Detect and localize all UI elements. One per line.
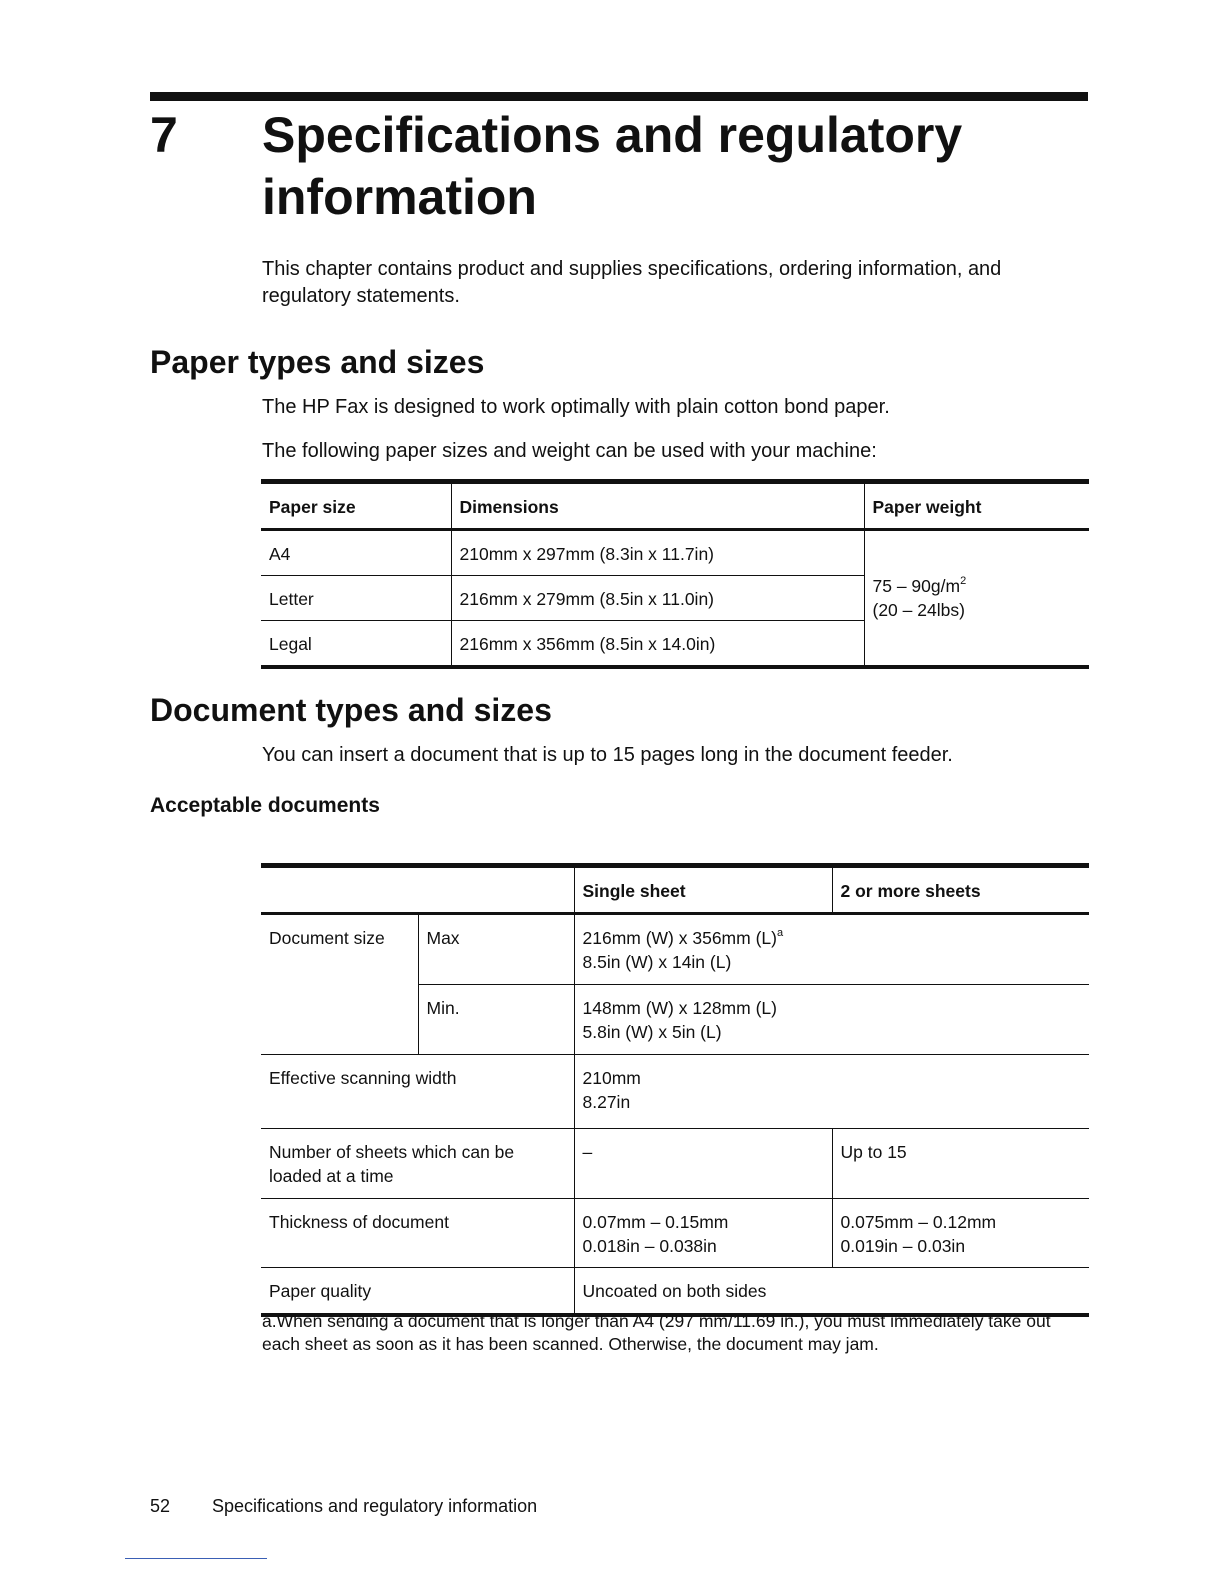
min-value bbox=[574, 985, 1089, 1055]
document-intro: You can insert a document that is up to 15 pages long in the document feeder. bbox=[262, 744, 953, 766]
document-size-label: Document size bbox=[261, 914, 418, 1055]
thickness-single-value bbox=[574, 1199, 832, 1268]
header-multiple-sheets: 2 or more sheets bbox=[832, 866, 1089, 914]
min-line-1: 148mm (W) x 128mm (L) bbox=[582, 998, 777, 1018]
paper-size-cell: Letter bbox=[261, 576, 451, 621]
footer-chapter-title: Specifications and regulatory information bbox=[212, 1496, 538, 1516]
width-line-1: 210mm bbox=[582, 1068, 641, 1088]
max-line-1: 216mm (W) x 356mm (L) bbox=[582, 928, 777, 948]
sheets-multi-value: Up to 15 bbox=[832, 1129, 1089, 1199]
header-dimensions: Dimensions bbox=[451, 482, 864, 530]
paper-intro-1: The HP Fax is designed to work optimally with plain cotton bond paper. bbox=[262, 396, 890, 418]
paper-section-title: Paper types and sizes bbox=[150, 344, 485, 380]
paper-intro-2: The following paper sizes and weight can be used with your machine: bbox=[262, 440, 877, 462]
footnote-marker: a bbox=[776, 927, 784, 939]
thickness-single-line-2: 0.018in – 0.038in bbox=[582, 1236, 717, 1256]
thickness-label: Thickness of document bbox=[261, 1199, 574, 1268]
weight-line-1: 75 – 90g/m bbox=[872, 576, 961, 596]
width-line-2: 8.27in bbox=[582, 1092, 631, 1112]
paper-quality-value: Uncoated on both sides bbox=[574, 1268, 1089, 1316]
paper-sizes-table bbox=[261, 479, 1089, 669]
weight-superscript: 2 bbox=[960, 575, 967, 587]
table-row bbox=[261, 530, 1089, 576]
footer-rule bbox=[125, 1558, 267, 1559]
thickness-multi-value bbox=[832, 1199, 1089, 1268]
chapter-title: Specifications and regulatory information bbox=[262, 107, 963, 225]
max-label: Max bbox=[418, 914, 574, 985]
sheets-label: Number of sheets which can be loaded at a time bbox=[261, 1129, 574, 1199]
min-line-2: 5.8in (W) x 5in (L) bbox=[582, 1022, 722, 1042]
page-number: 52 bbox=[150, 1496, 171, 1516]
chapter-rule bbox=[150, 92, 1088, 101]
max-line-2: 8.5in (W) x 14in (L) bbox=[582, 952, 732, 972]
chapter-intro: This chapter contains product and supplies specifications, ordering information, and regulatory statements. bbox=[262, 258, 1002, 307]
table-row bbox=[261, 914, 1089, 985]
page-footer bbox=[150, 1494, 537, 1518]
header-paper-weight: Paper weight bbox=[864, 482, 1089, 530]
thickness-multi-line-2: 0.019in – 0.03in bbox=[840, 1236, 966, 1256]
weight-line-2: (20 – 24lbs) bbox=[872, 600, 965, 620]
table-row bbox=[261, 1055, 1089, 1129]
acceptable-documents-title: Acceptable documents bbox=[150, 794, 380, 817]
thickness-single-line-1: 0.07mm – 0.15mm bbox=[582, 1212, 729, 1232]
table-row bbox=[261, 1268, 1089, 1316]
max-value bbox=[574, 914, 1089, 985]
sheets-single-value: – bbox=[574, 1129, 832, 1199]
dimensions-cell: 216mm x 356mm (8.5in x 14.0in) bbox=[451, 621, 864, 668]
thickness-multi-line-1: 0.075mm – 0.12mm bbox=[840, 1212, 997, 1232]
table-footnote: a.When sending a document that is longer than A4 (297 mm/11.69 in.), you must immediately take out each sheet as soon as it has been scanned. Otherwise, the document may jam. bbox=[262, 1311, 1051, 1354]
paper-size-cell: A4 bbox=[261, 530, 451, 576]
min-label: Min. bbox=[418, 985, 574, 1055]
paper-size-cell: Legal bbox=[269, 634, 312, 654]
dimensions-cell: 210mm x 297mm (8.3in x 11.7in) bbox=[451, 530, 864, 576]
paper-quality-label: Paper quality bbox=[269, 1281, 372, 1301]
table-row bbox=[261, 1199, 1089, 1268]
chapter-number: 7 bbox=[150, 107, 178, 163]
scanning-width-value bbox=[574, 1055, 1089, 1129]
scanning-width-label: Effective scanning width bbox=[261, 1055, 574, 1129]
acceptable-documents-table bbox=[261, 863, 1089, 1317]
header-single-sheet: Single sheet bbox=[574, 866, 832, 914]
header-blank bbox=[261, 866, 574, 914]
table-row bbox=[261, 1129, 1089, 1199]
table-header-row bbox=[261, 482, 1089, 530]
dimensions-cell: 216mm x 279mm (8.5in x 11.0in) bbox=[451, 576, 864, 621]
header-paper-size: Paper size bbox=[261, 482, 451, 530]
document-section-title: Document types and sizes bbox=[150, 692, 552, 728]
paper-weight-cell bbox=[864, 530, 1089, 668]
table-header-row bbox=[261, 866, 1089, 914]
